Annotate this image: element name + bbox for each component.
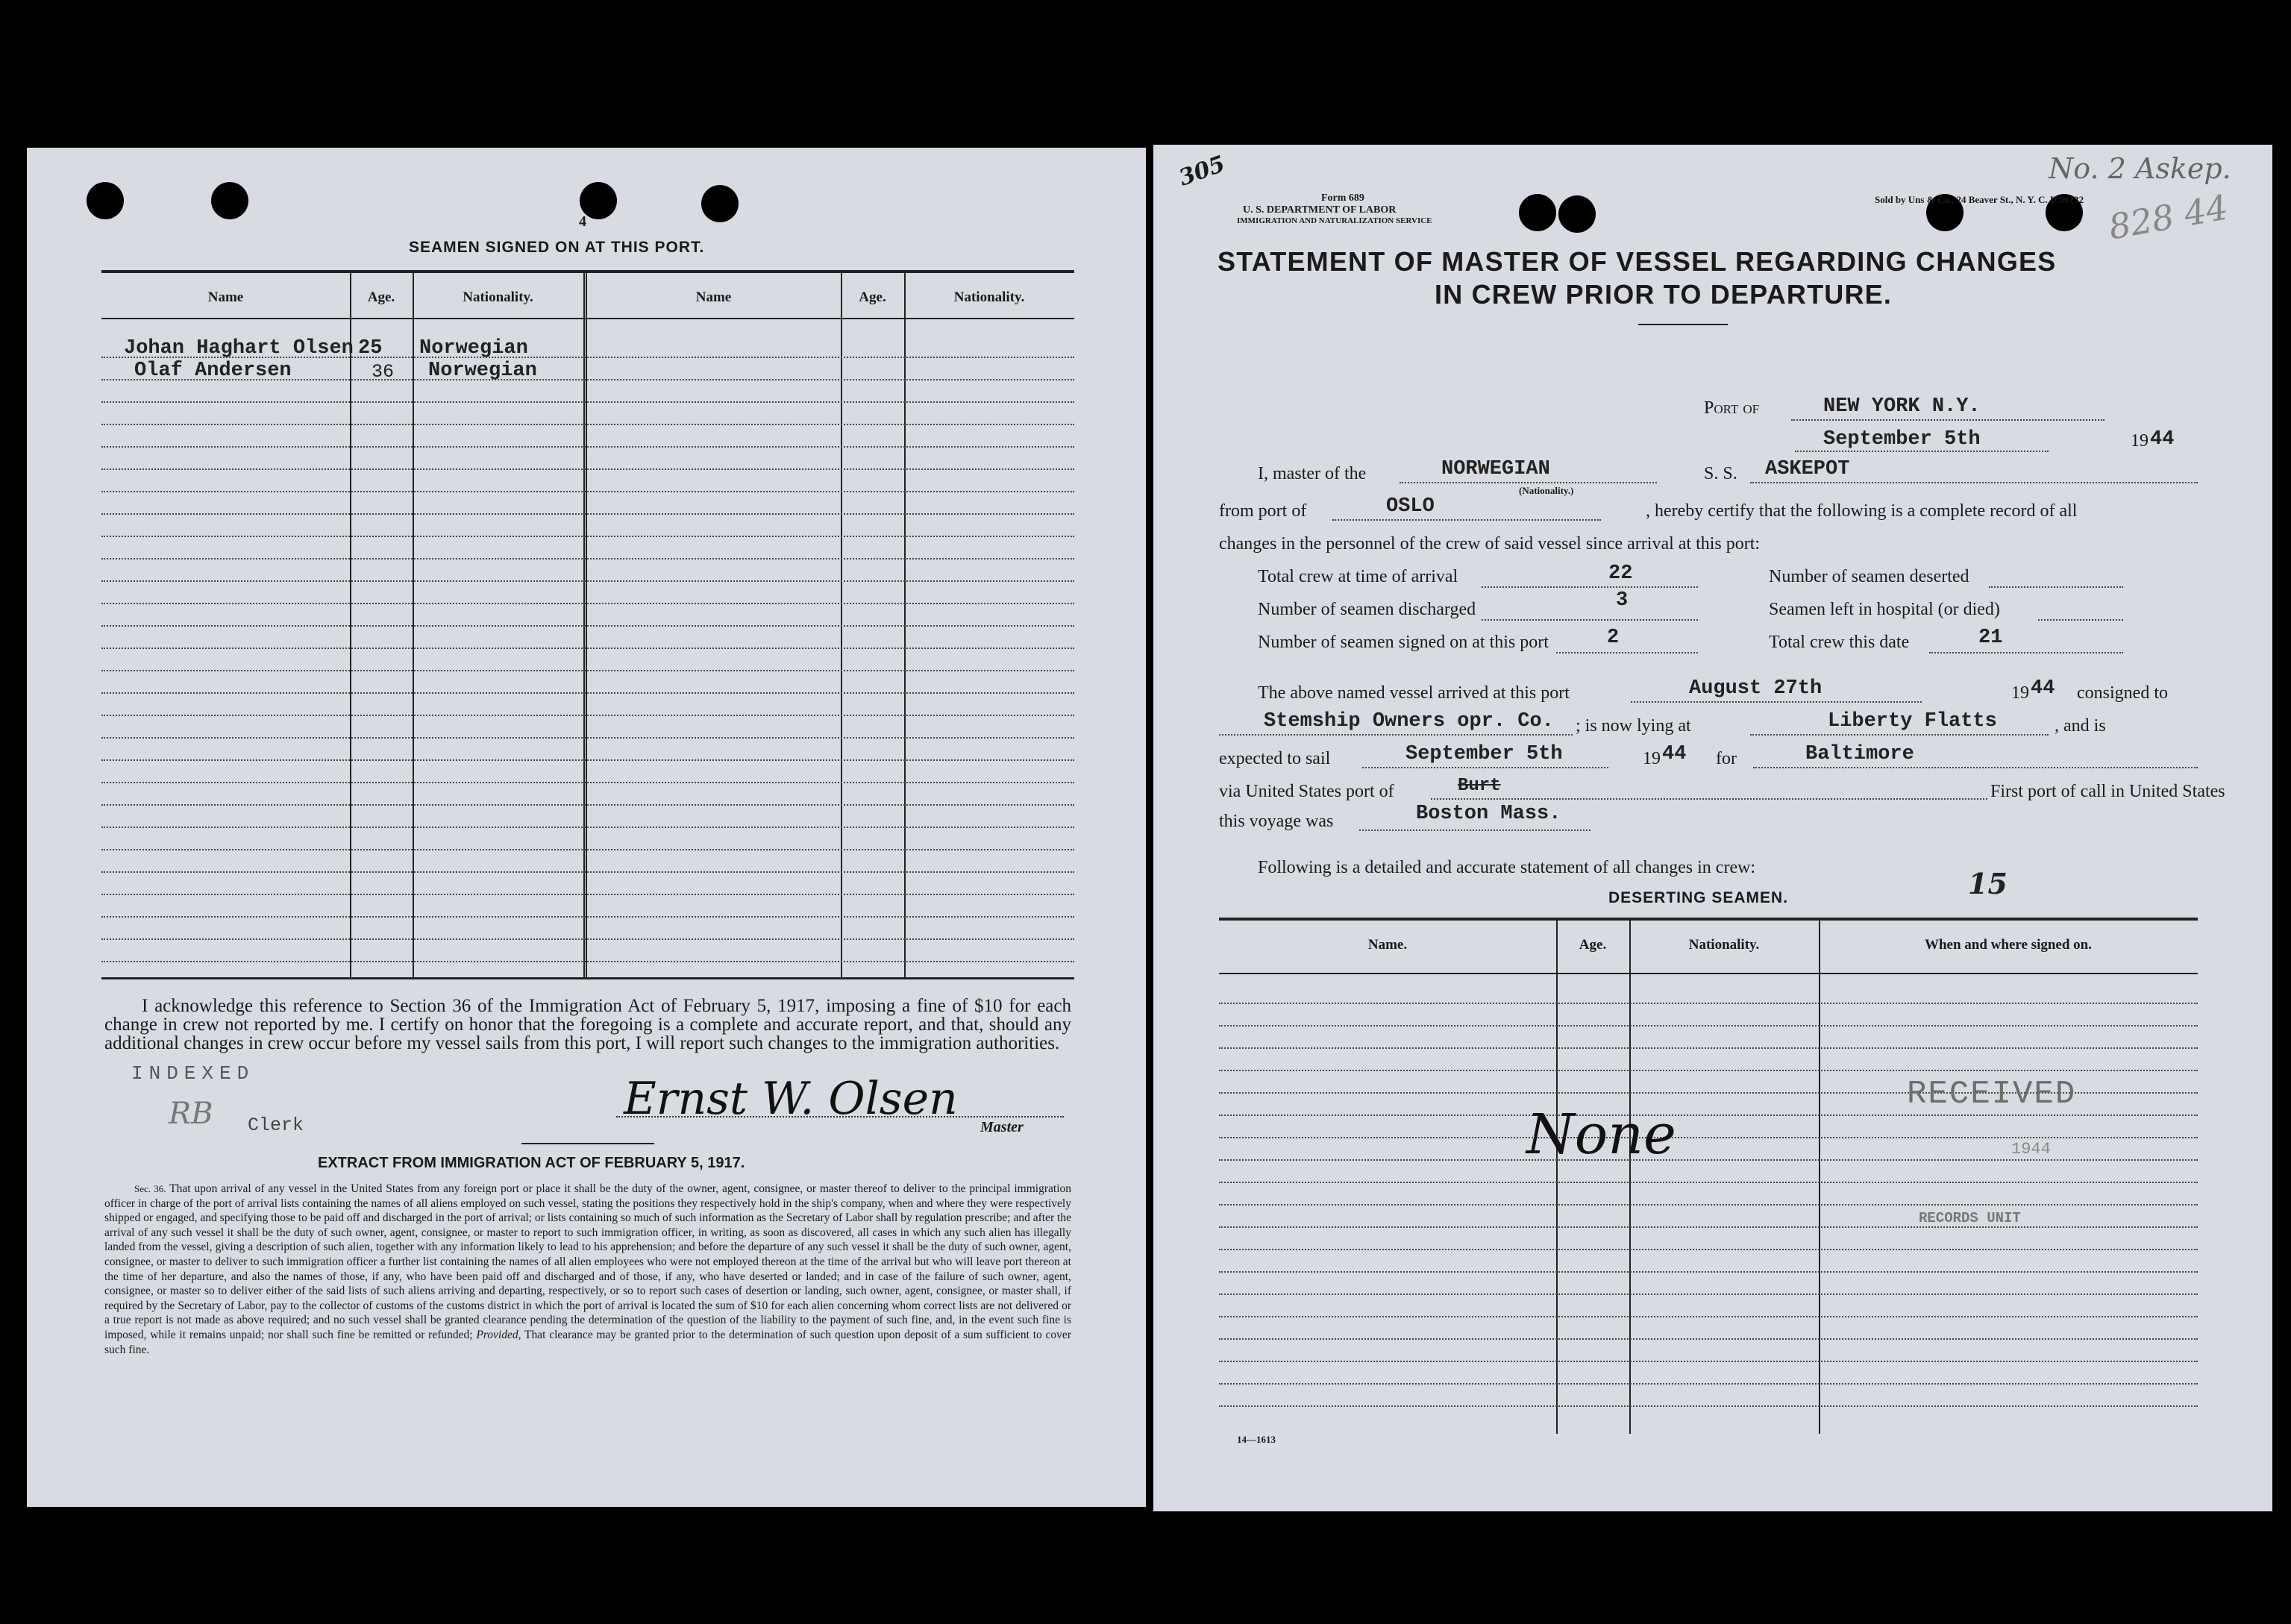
lying-at: Liberty Flatts (1828, 710, 1997, 733)
punch-hole (1519, 194, 1556, 231)
consignee: Stemship Owners opr. Co. (1264, 710, 1554, 733)
nationality-value: NORWEGIAN (1441, 458, 1550, 480)
signed-on-label: Number of seamen signed on at this port (1258, 633, 1549, 652)
hospital-label: Seamen left in hospital (or died) (1769, 600, 2000, 619)
total-crew-date-label: Total crew this date (1769, 633, 1910, 652)
arrived-year-prefix: 19 (2011, 683, 2029, 703)
via-port: Boston Mass. (1416, 803, 1561, 825)
handwritten-15: 15 (1968, 867, 2008, 900)
port-value: NEW YORK N.Y. (1823, 395, 1981, 418)
vessel-line (1750, 482, 2198, 483)
from-port-value: OSLO (1386, 495, 1435, 518)
and-is-label: , and is (2055, 716, 2106, 736)
none-handwritten: None (1526, 1103, 1676, 1167)
discharged-line (1482, 619, 1698, 621)
consignee-line (1219, 734, 1573, 736)
right-page (1153, 145, 2272, 1511)
first-port-label: First port of call in United States (1990, 782, 2225, 801)
records-unit-stamp: RECORDS UNIT (1919, 1210, 2021, 1226)
col-header-name: Name (207, 289, 244, 305)
department-name: U. S. DEPARTMENT OF LABOR (1243, 204, 1397, 216)
discharged-label: Number of seamen discharged (1258, 600, 1476, 619)
sail-year: 44 (1662, 743, 1687, 765)
date-value: September 5th (1823, 428, 1981, 451)
col-divider (1556, 919, 1558, 1434)
year-value: 44 (2150, 428, 2175, 451)
table-top-rule (101, 270, 1074, 273)
punch-hole (211, 182, 248, 219)
date-line (1795, 451, 2049, 452)
clerk-label: Clerk (248, 1114, 304, 1136)
punch-hole (701, 185, 739, 222)
col-header-nationality: Nationality. (953, 289, 1025, 305)
nationality-line (1400, 482, 1657, 483)
section-36-text (104, 1182, 1071, 1357)
extract-rule (521, 1143, 654, 1144)
destination: Baltimore (1805, 743, 1914, 765)
total-date-line (1929, 652, 2123, 653)
left-page-title: SEAMEN SIGNED ON AT THIS PORT. (409, 239, 705, 256)
expected-label: expected to sail (1219, 749, 1331, 768)
section-label: Sec. 36. (134, 1183, 166, 1194)
col-header-nationality: Nationality. (463, 289, 533, 305)
form-title-line2: IN CREW PRIOR TO DEPARTURE. (1435, 279, 1893, 310)
vessel-name: ASKEPOT (1765, 458, 1850, 480)
clerk-initials: RB (169, 1097, 213, 1131)
master-of-the-label: I, master of the (1258, 464, 1367, 483)
hospital-line (2038, 619, 2123, 621)
table-header-rule (101, 318, 1074, 319)
col-header-name: Name (695, 289, 732, 305)
col-header-age: Age. (367, 289, 395, 305)
table-bottom-rule (101, 977, 1074, 979)
form-number: Form 689 (1321, 192, 1364, 204)
sail-line (1362, 767, 1608, 768)
total-crew-date: 21 (1978, 627, 2003, 649)
service-name: IMMIGRATION AND NATURALIZATION SERVICE (1237, 216, 1432, 225)
for-label: for (1716, 749, 1737, 768)
form-title-line1: STATEMENT OF MASTER OF VESSEL REGARDING CHANGES (1217, 246, 2057, 277)
form-code: 14—1613 (1237, 1434, 1276, 1445)
lying-line (1750, 734, 2049, 736)
via-label: via United States port of (1219, 782, 1394, 801)
deserted-label: Number of seamen deserted (1769, 567, 1969, 586)
table-row-age: 25 (358, 337, 383, 360)
nationality-caption: (Nationality.) (1519, 485, 1574, 496)
port-label: Port of (1704, 398, 1760, 418)
changes-text: changes in the personnel of the crew of said vessel since arrival at this port: (1219, 534, 1761, 554)
from-port-label: from port of (1219, 501, 1307, 521)
left-page (27, 148, 1146, 1507)
signed-on: 2 (1607, 627, 1620, 649)
col-divider (1819, 919, 1820, 1434)
arrived-date: August 27th (1689, 677, 1823, 700)
via-line (1431, 798, 1987, 800)
certify-text: , hereby certify that the following is a complete record of all (1646, 501, 2078, 521)
received-year: 1944 (2011, 1140, 2051, 1159)
col-header-nationality: Nationality. (1688, 937, 1760, 953)
corner-mark: 305 (1175, 151, 1229, 192)
extract-title: EXTRACT FROM IMMIGRATION ACT OF FEBRUARY 5, 1917. (318, 1155, 745, 1171)
deserting-title: DESERTING SEAMEN. (1608, 889, 1789, 906)
total-crew-arrival: 22 (1608, 562, 1633, 585)
col-divider (1629, 919, 1631, 1434)
handwritten-reference: No. 2 Askep. (2049, 152, 2231, 185)
voyage-line (1359, 830, 1590, 831)
title-rule (1638, 324, 1728, 325)
consigned-label: consigned to (2077, 683, 2168, 703)
signature-line (616, 1116, 1064, 1117)
lying-label: ; is now lying at (1576, 716, 1691, 736)
ss-label: S. S. (1704, 464, 1737, 483)
col-header-signed-on: When and where signed on. (1924, 937, 2092, 953)
voyage-label: this voyage was (1219, 812, 1334, 831)
year-prefix: 19 (2131, 431, 2149, 451)
table-row-nationality: Norwegian (428, 360, 537, 382)
via-struck: Burt (1458, 776, 1501, 796)
punch-hole (87, 182, 124, 219)
provided-label: Provided, (476, 1328, 521, 1341)
provided-text: That clearance may be granted prior to the determination of such question upon deposit of a sum sufficient to cover such fine. (104, 1328, 1071, 1356)
arrived-year: 44 (2031, 677, 2055, 700)
page-number: 4 (579, 213, 586, 230)
sail-date: September 5th (1405, 743, 1563, 765)
following-label: Following is a detailed and accurate statement of all changes in crew: (1258, 858, 1756, 877)
table-row-name: Olaf Andersen (134, 360, 292, 382)
table-row-nationality: Norwegian (419, 337, 528, 360)
arrival-line (1482, 586, 1698, 588)
sail-year-prefix: 19 (1643, 749, 1661, 768)
col-header-age: Age. (859, 289, 886, 305)
deserted-line (1989, 586, 2123, 588)
punch-hole (1558, 195, 1596, 233)
col-header-name: Name. (1367, 937, 1408, 953)
total-crew-arrival-label: Total crew at time of arrival (1258, 567, 1458, 586)
destination-line (1753, 767, 2198, 768)
received-stamp: RECEIVED (1907, 1076, 2077, 1113)
indexed-stamp: INDEXED (131, 1062, 255, 1085)
master-label: Master (980, 1119, 1024, 1135)
port-line (1791, 419, 2104, 421)
from-port-line (1332, 519, 1601, 521)
signed-on-line (1556, 652, 1698, 653)
handwritten-number: 828 44 (2105, 186, 2231, 248)
arrived-label: The above named vessel arrived at this port (1258, 683, 1570, 703)
arrived-line (1631, 701, 1922, 703)
acknowledgement-text: I acknowledge this reference to Section 36 of the Immigration Act of February 5, 1917, imposing a fine of $10 for each change in crew not reported by me. I certify on honor that the foregoing is a complete and accurate report, and that, should any additional changes in crew occur before my vessel sails from this port, I will report such changes to the immigration authorities. (104, 996, 1071, 1053)
printer-line: Sold by Uns & Co., 24 Beaver St., N. Y. C. U.90132 (1875, 194, 2084, 205)
master-signature: Ernst W. Olsen (624, 1073, 958, 1125)
table-row-name: Johan Haghart Olsen (124, 337, 354, 360)
table-row-age: 36 (372, 361, 395, 383)
discharged: 3 (1616, 589, 1629, 612)
col-header-age: Age. (1579, 937, 1607, 953)
desert-table-header-rule (1219, 973, 2198, 974)
desert-table-top-rule (1219, 918, 2198, 921)
section-body: That upon arrival of any vessel in the United States from any foreign port or place it shall be the duty of the owner, agent, consignee, or master thereof to deliver to the principal immigration officer in charge of the port of arrival lists containing the names of all aliens employed on such vessel, stating the positions they respectively hold in the ship's company, when and where they were respectively shipped or engaged, and specifying those to be paid off and discharged in the port of arrival; or lists containing so much of such information as the Secretary of Labor shall by regulation prescribe; and after the arrival of any such vessel it shall be the duty of such owner, agent, consignee, or master to report to such immigration officer, in writing, as soon as discovered, all cases in which any such alien has illegally landed from the vessel, giving a description of such alien, together with any information likely to lead to his apprehension; and before the departure of any such vessel it shall be the duty of such owner, agent, consignee, or master to deliver to such immigration officer a further list containing the names of all alien employees who were not employed thereon at the time of the arrival but who will leave port thereon at the time of her departure, and also the names of those, if any, who have been paid off and discharged and of those, if any, who have deserted or landed; and in case of the failure of such owner, agent, consignee, or master so to deliver either of the said lists of such aliens arriving and departing, respectively, or so to report such cases of desertion or landing, such owner, agent, consignee, or master shall, if required by the Secretary of Labor, pay to the collector of customs of the customs district in which the port of arrival is located the sum of $10 for each alien concerning whom correct lists are not delivered or a true report is not made as above required; and no such vessel shall be granted clearance pending the determination of the question of the liability to the payment of such fine, and, in the event such fine is imposed, while it remains unpaid; nor shall such fine be remitted or refunded; (104, 1182, 1072, 1341)
